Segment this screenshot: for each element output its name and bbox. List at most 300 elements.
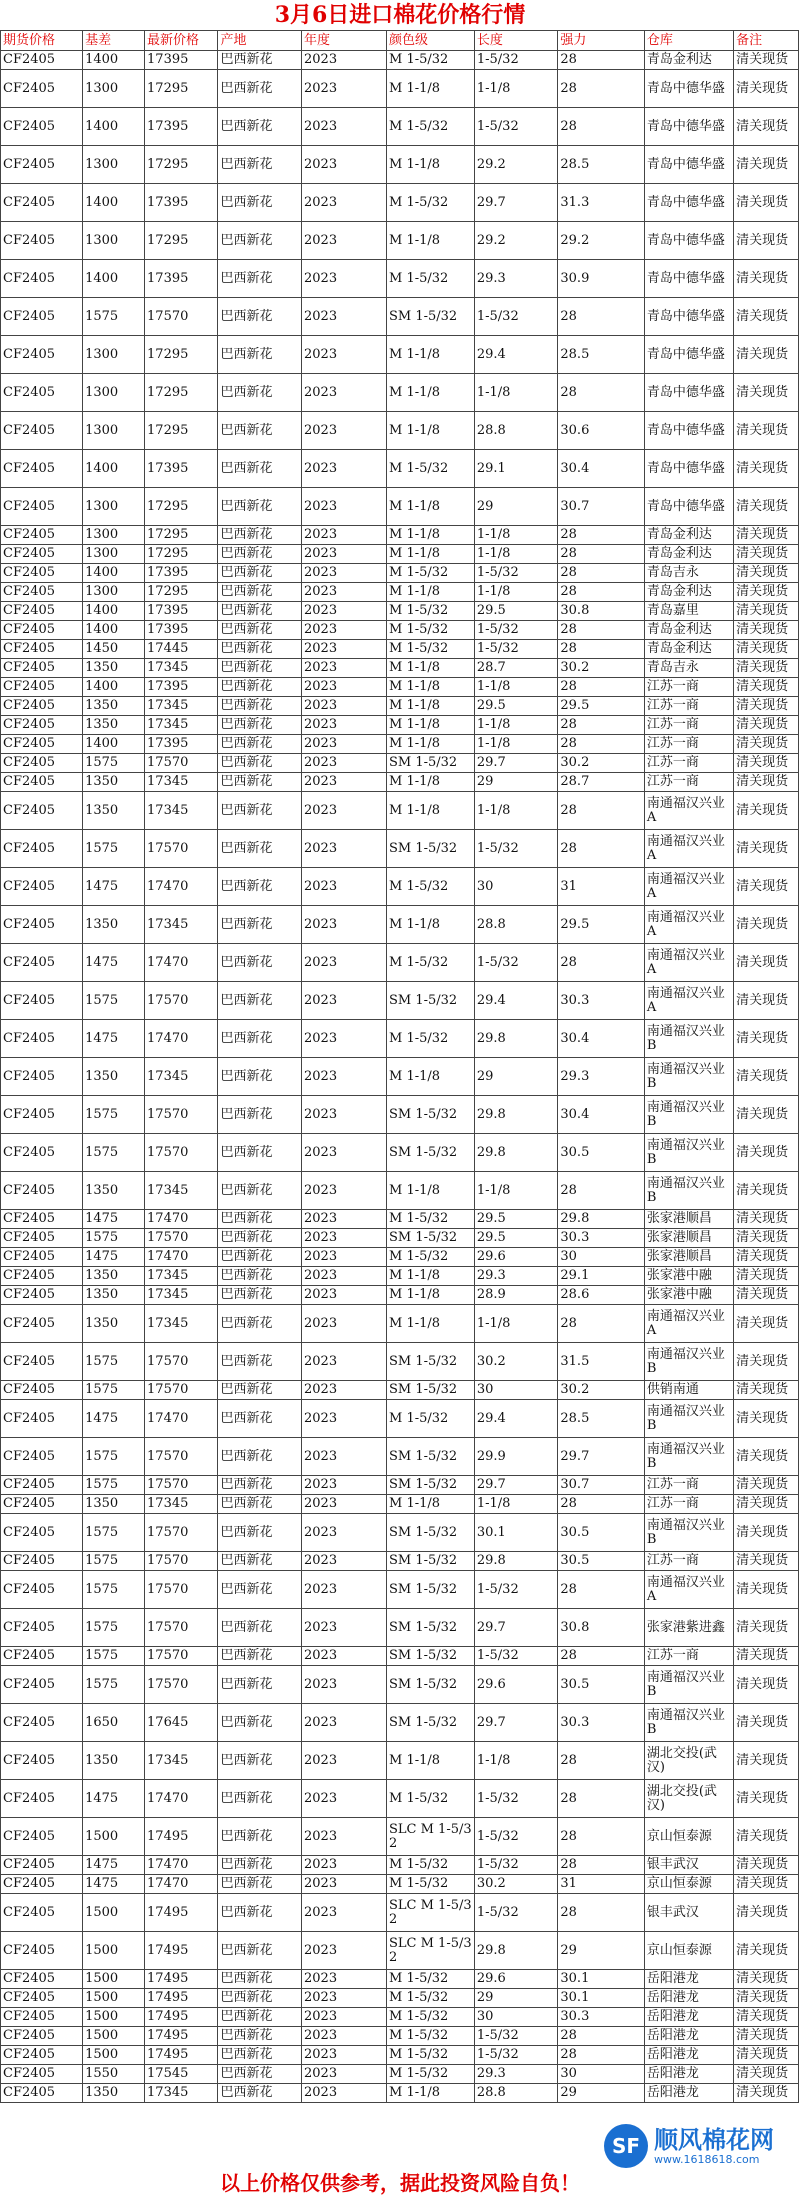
cell-basis: 1575 — [83, 1229, 145, 1248]
cell-origin: 巴西新花 — [218, 1020, 302, 1058]
cell-color-grade: M 1-1/8 — [387, 2084, 475, 2103]
cell-origin: 巴西新花 — [218, 1305, 302, 1343]
cell-color-grade: M 1-5/32 — [387, 1780, 475, 1818]
cell-basis: 1350 — [83, 1058, 145, 1096]
cell-year: 2023 — [302, 1020, 387, 1058]
cell-strength: 28 — [558, 944, 644, 982]
cell-length: 1-5/32 — [474, 640, 558, 659]
cell-warehouse: 青岛吉永 — [644, 659, 733, 678]
cell-futures: CF2405 — [1, 716, 83, 735]
cell-futures: CF2405 — [1, 1286, 83, 1305]
cell-length: 30 — [474, 2008, 558, 2027]
cell-origin: 巴西新花 — [218, 640, 302, 659]
cell-futures: CF2405 — [1, 1134, 83, 1172]
cell-color-grade: M 1-5/32 — [387, 108, 475, 146]
cell-warehouse: 岳阳港龙 — [644, 2065, 733, 2084]
cell-remark: 清关现货 — [734, 1495, 799, 1514]
cell-remark: 清关现货 — [734, 1381, 799, 1400]
cell-futures: CF2405 — [1, 1229, 83, 1248]
table-row — [1, 488, 799, 526]
cell-warehouse: 江苏一商 — [644, 1476, 733, 1495]
cell-color-grade: M 1-5/32 — [387, 621, 475, 640]
cell-latest-price: 17570 — [145, 1666, 218, 1704]
cell-year: 2023 — [302, 51, 387, 70]
cell-origin: 巴西新花 — [218, 222, 302, 260]
cell-origin: 巴西新花 — [218, 659, 302, 678]
cell-year: 2023 — [302, 1856, 387, 1875]
cell-futures: CF2405 — [1, 1932, 83, 1970]
cell-warehouse: 南通福汉兴业B — [644, 1514, 733, 1552]
cell-strength: 30.2 — [558, 659, 644, 678]
cell-color-grade: SM 1-5/32 — [387, 1229, 475, 1248]
cell-length: 29.4 — [474, 1400, 558, 1438]
cell-strength: 28 — [558, 621, 644, 640]
cell-origin: 巴西新花 — [218, 336, 302, 374]
cell-basis: 1575 — [83, 982, 145, 1020]
cell-origin: 巴西新花 — [218, 792, 302, 830]
cell-futures: CF2405 — [1, 1020, 83, 1058]
cell-color-grade: M 1-5/32 — [387, 2046, 475, 2065]
cell-latest-price: 17295 — [145, 336, 218, 374]
cell-basis: 1400 — [83, 51, 145, 70]
cell-remark: 清关现货 — [734, 1438, 799, 1476]
cell-origin: 巴西新花 — [218, 1096, 302, 1134]
cell-basis: 1475 — [83, 1875, 145, 1894]
cell-color-grade: M 1-1/8 — [387, 526, 475, 545]
cell-warehouse: 岳阳港龙 — [644, 2046, 733, 2065]
cell-futures: CF2405 — [1, 545, 83, 564]
cell-futures: CF2405 — [1, 374, 83, 412]
cell-length: 30 — [474, 868, 558, 906]
cell-strength: 28 — [558, 51, 644, 70]
cell-color-grade: M 1-5/32 — [387, 1210, 475, 1229]
cell-color-grade: M 1-1/8 — [387, 336, 475, 374]
cell-basis: 1300 — [83, 222, 145, 260]
cell-color-grade: M 1-5/32 — [387, 1970, 475, 1989]
cell-color-grade: M 1-1/8 — [387, 412, 475, 450]
cell-remark: 清关现货 — [734, 830, 799, 868]
cell-year: 2023 — [302, 2008, 387, 2027]
cell-year: 2023 — [302, 944, 387, 982]
table-row — [1, 1476, 799, 1495]
cell-futures: CF2405 — [1, 583, 83, 602]
cell-warehouse: 青岛中德华盛 — [644, 184, 733, 222]
cell-length: 29 — [474, 773, 558, 792]
cell-length: 1-5/32 — [474, 621, 558, 640]
cell-basis: 1350 — [83, 1305, 145, 1343]
cell-futures: CF2405 — [1, 260, 83, 298]
cell-remark: 清关现货 — [734, 792, 799, 830]
cell-futures: CF2405 — [1, 1647, 83, 1666]
table-row — [1, 1134, 799, 1172]
cell-length: 28.8 — [474, 412, 558, 450]
table-row — [1, 51, 799, 70]
cell-color-grade: M 1-5/32 — [387, 564, 475, 583]
cell-year: 2023 — [302, 564, 387, 583]
cell-strength: 30.5 — [558, 1514, 644, 1552]
cell-latest-price: 17570 — [145, 982, 218, 1020]
cell-latest-price: 17345 — [145, 2084, 218, 2103]
cell-futures: CF2405 — [1, 868, 83, 906]
cell-color-grade: M 1-1/8 — [387, 583, 475, 602]
cell-remark: 清关现货 — [734, 1989, 799, 2008]
cell-basis: 1575 — [83, 830, 145, 868]
cell-basis: 1500 — [83, 1970, 145, 1989]
cell-latest-price: 17295 — [145, 374, 218, 412]
cell-futures: CF2405 — [1, 1818, 83, 1856]
cell-futures: CF2405 — [1, 1267, 83, 1286]
column-header-color-grade: 颜色级 — [387, 31, 475, 51]
cell-origin: 巴西新花 — [218, 1647, 302, 1666]
cell-futures: CF2405 — [1, 1305, 83, 1343]
cell-origin: 巴西新花 — [218, 526, 302, 545]
table-row — [1, 1058, 799, 1096]
cell-origin: 巴西新花 — [218, 1438, 302, 1476]
cell-remark: 清关现货 — [734, 1305, 799, 1343]
cell-strength: 28 — [558, 564, 644, 583]
cell-basis: 1300 — [83, 412, 145, 450]
cell-color-grade: SM 1-5/32 — [387, 298, 475, 336]
table-row — [1, 1381, 799, 1400]
page-title: 3月6日进口棉花价格行情 — [274, 2, 526, 28]
cell-strength: 30.5 — [558, 1134, 644, 1172]
cell-latest-price: 17470 — [145, 1400, 218, 1438]
cell-futures: CF2405 — [1, 1248, 83, 1267]
cell-color-grade: M 1-1/8 — [387, 222, 475, 260]
cell-futures: CF2405 — [1, 1058, 83, 1096]
table-row — [1, 1875, 799, 1894]
cell-color-grade: M 1-5/32 — [387, 1875, 475, 1894]
table-row — [1, 1343, 799, 1381]
table-row — [1, 1020, 799, 1058]
cell-origin: 巴西新花 — [218, 564, 302, 583]
cell-latest-price: 17570 — [145, 1381, 218, 1400]
cell-remark: 清关现货 — [734, 184, 799, 222]
cell-basis: 1500 — [83, 1818, 145, 1856]
cell-latest-price: 17345 — [145, 1495, 218, 1514]
cell-warehouse: 南通福汉兴业A — [644, 906, 733, 944]
cell-strength: 31.3 — [558, 184, 644, 222]
cell-remark: 清关现货 — [734, 1856, 799, 1875]
cell-latest-price: 17345 — [145, 697, 218, 716]
table-row — [1, 545, 799, 564]
cell-latest-price: 17345 — [145, 773, 218, 792]
cell-latest-price: 17470 — [145, 1856, 218, 1875]
cell-origin: 巴西新花 — [218, 1476, 302, 1495]
cell-basis: 1350 — [83, 1172, 145, 1210]
cell-origin: 巴西新花 — [218, 146, 302, 184]
cell-basis: 1500 — [83, 1989, 145, 2008]
column-header-remark: 备注 — [734, 31, 799, 51]
cell-origin: 巴西新花 — [218, 1704, 302, 1742]
cell-basis: 1650 — [83, 1704, 145, 1742]
cell-basis: 1350 — [83, 659, 145, 678]
cell-warehouse: 岳阳港龙 — [644, 1989, 733, 2008]
cell-strength: 28.5 — [558, 1400, 644, 1438]
cell-basis: 1400 — [83, 735, 145, 754]
cell-color-grade: M 1-5/32 — [387, 1856, 475, 1875]
cell-year: 2023 — [302, 659, 387, 678]
table-row — [1, 678, 799, 697]
table-row — [1, 792, 799, 830]
cell-year: 2023 — [302, 1134, 387, 1172]
cell-length: 29.6 — [474, 1666, 558, 1704]
cell-latest-price: 17495 — [145, 1970, 218, 1989]
cell-strength: 30.5 — [558, 1552, 644, 1571]
cell-warehouse: 青岛中德华盛 — [644, 374, 733, 412]
cell-latest-price: 17495 — [145, 2008, 218, 2027]
cell-warehouse: 南通福汉兴业B — [644, 1134, 733, 1172]
cell-warehouse: 南通福汉兴业A — [644, 868, 733, 906]
cell-latest-price: 17295 — [145, 488, 218, 526]
cell-latest-price: 17395 — [145, 450, 218, 488]
cell-warehouse: 供销南通 — [644, 1381, 733, 1400]
cell-remark: 清关现货 — [734, 2065, 799, 2084]
cell-basis: 1350 — [83, 716, 145, 735]
cell-warehouse: 青岛金利达 — [644, 526, 733, 545]
cell-length: 28.9 — [474, 1286, 558, 1305]
cell-remark: 清关现货 — [734, 1552, 799, 1571]
cell-length: 1-1/8 — [474, 374, 558, 412]
cell-origin: 巴西新花 — [218, 697, 302, 716]
cell-futures: CF2405 — [1, 1343, 83, 1381]
cell-futures: CF2405 — [1, 2008, 83, 2027]
cell-color-grade: M 1-1/8 — [387, 735, 475, 754]
cell-remark: 清关现货 — [734, 260, 799, 298]
cell-latest-price: 17570 — [145, 1552, 218, 1571]
cell-warehouse: 南通福汉兴业B — [644, 1343, 733, 1381]
cell-remark: 清关现货 — [734, 222, 799, 260]
cell-basis: 1475 — [83, 1780, 145, 1818]
cell-length: 1-1/8 — [474, 1172, 558, 1210]
cell-origin: 巴西新花 — [218, 1609, 302, 1647]
cell-strength: 29.1 — [558, 1267, 644, 1286]
table-row — [1, 716, 799, 735]
cell-warehouse: 南通福汉兴业B — [644, 1666, 733, 1704]
cell-latest-price: 17345 — [145, 1267, 218, 1286]
cell-year: 2023 — [302, 640, 387, 659]
cell-futures: CF2405 — [1, 1894, 83, 1932]
table-body — [1, 51, 799, 2103]
cell-basis: 1475 — [83, 1248, 145, 1267]
cell-remark: 清关现货 — [734, 678, 799, 697]
cell-color-grade: SM 1-5/32 — [387, 830, 475, 868]
cell-origin: 巴西新花 — [218, 1856, 302, 1875]
cell-latest-price: 17345 — [145, 906, 218, 944]
cell-basis: 1350 — [83, 906, 145, 944]
cell-basis: 1400 — [83, 108, 145, 146]
cell-remark: 清关现货 — [734, 1248, 799, 1267]
cell-futures: CF2405 — [1, 2065, 83, 2084]
cell-strength: 29.7 — [558, 1438, 644, 1476]
cell-basis: 1500 — [83, 2046, 145, 2065]
cell-length: 1-1/8 — [474, 1742, 558, 1780]
cell-year: 2023 — [302, 716, 387, 735]
cell-strength: 28 — [558, 374, 644, 412]
cell-latest-price: 17395 — [145, 602, 218, 621]
column-header-origin: 产地 — [218, 31, 302, 51]
column-header-latest-price: 最新价格 — [145, 31, 218, 51]
cell-strength: 28 — [558, 1305, 644, 1343]
cell-year: 2023 — [302, 1932, 387, 1970]
cell-warehouse: 银丰武汉 — [644, 1856, 733, 1875]
cell-warehouse: 青岛金利达 — [644, 583, 733, 602]
cell-color-grade: SM 1-5/32 — [387, 1438, 475, 1476]
cell-length: 29 — [474, 488, 558, 526]
cell-strength: 28 — [558, 1647, 644, 1666]
cell-length: 29.7 — [474, 1476, 558, 1495]
cell-length: 1-1/8 — [474, 583, 558, 602]
cell-strength: 29.8 — [558, 1210, 644, 1229]
cell-origin: 巴西新花 — [218, 70, 302, 108]
cell-basis: 1575 — [83, 1647, 145, 1666]
cell-futures: CF2405 — [1, 488, 83, 526]
cell-length: 29.4 — [474, 336, 558, 374]
cell-warehouse: 张家港顺昌 — [644, 1210, 733, 1229]
cell-warehouse: 张家港中融 — [644, 1267, 733, 1286]
cell-futures: CF2405 — [1, 450, 83, 488]
cell-basis: 1450 — [83, 640, 145, 659]
cell-basis: 1575 — [83, 1476, 145, 1495]
cell-strength: 28 — [558, 1856, 644, 1875]
cell-length: 28.8 — [474, 2084, 558, 2103]
table-row — [1, 2027, 799, 2046]
cell-strength: 31.5 — [558, 1343, 644, 1381]
cell-latest-price: 17495 — [145, 1989, 218, 2008]
cell-year: 2023 — [302, 108, 387, 146]
column-header-basis: 基差 — [83, 31, 145, 51]
cell-latest-price: 17470 — [145, 1210, 218, 1229]
cell-remark: 清关现货 — [734, 70, 799, 108]
cell-warehouse: 南通福汉兴业A — [644, 792, 733, 830]
table-row — [1, 1742, 799, 1780]
cell-latest-price: 17570 — [145, 1096, 218, 1134]
table-row — [1, 640, 799, 659]
cell-strength: 28 — [558, 1894, 644, 1932]
cell-length: 29.8 — [474, 1932, 558, 1970]
cell-latest-price: 17295 — [145, 545, 218, 564]
cell-remark: 清关现货 — [734, 621, 799, 640]
cell-year: 2023 — [302, 1609, 387, 1647]
cell-color-grade: M 1-1/8 — [387, 1058, 475, 1096]
cell-basis: 1350 — [83, 697, 145, 716]
table-row — [1, 1172, 799, 1210]
cell-year: 2023 — [302, 1400, 387, 1438]
cell-remark: 清关现货 — [734, 1514, 799, 1552]
cell-origin: 巴西新花 — [218, 1552, 302, 1571]
cell-length: 29.5 — [474, 697, 558, 716]
cell-warehouse: 南通福汉兴业A — [644, 1305, 733, 1343]
cell-length: 1-5/32 — [474, 1571, 558, 1609]
table-row — [1, 1096, 799, 1134]
cell-latest-price: 17570 — [145, 1647, 218, 1666]
cell-strength: 28 — [558, 526, 644, 545]
cell-length: 30.2 — [474, 1875, 558, 1894]
cell-year: 2023 — [302, 336, 387, 374]
cell-basis: 1350 — [83, 1286, 145, 1305]
cell-year: 2023 — [302, 1704, 387, 1742]
table-row — [1, 1305, 799, 1343]
cell-year: 2023 — [302, 1381, 387, 1400]
cell-futures: CF2405 — [1, 1172, 83, 1210]
cell-length: 29.3 — [474, 1267, 558, 1286]
cell-length: 30 — [474, 1381, 558, 1400]
cell-remark: 清关现货 — [734, 545, 799, 564]
cell-length: 29.7 — [474, 754, 558, 773]
cell-year: 2023 — [302, 1096, 387, 1134]
cell-basis: 1300 — [83, 146, 145, 184]
column-header-year: 年度 — [302, 31, 387, 51]
cell-color-grade: SM 1-5/32 — [387, 1476, 475, 1495]
cell-origin: 巴西新花 — [218, 51, 302, 70]
cell-basis: 1350 — [83, 773, 145, 792]
cell-remark: 清关现货 — [734, 1704, 799, 1742]
cell-latest-price: 17395 — [145, 184, 218, 222]
cell-latest-price: 17470 — [145, 944, 218, 982]
cell-origin: 巴西新花 — [218, 906, 302, 944]
cell-latest-price: 17295 — [145, 583, 218, 602]
cell-strength: 30.4 — [558, 1020, 644, 1058]
cell-length: 29.9 — [474, 1438, 558, 1476]
table-row — [1, 583, 799, 602]
cell-color-grade: M 1-1/8 — [387, 716, 475, 735]
cell-warehouse: 南通福汉兴业B — [644, 1704, 733, 1742]
cell-futures: CF2405 — [1, 70, 83, 108]
cell-color-grade: M 1-1/8 — [387, 374, 475, 412]
cell-length: 1-5/32 — [474, 1894, 558, 1932]
table-row — [1, 1666, 799, 1704]
cell-strength: 30.6 — [558, 412, 644, 450]
cell-year: 2023 — [302, 1305, 387, 1343]
cell-color-grade: M 1-5/32 — [387, 1989, 475, 2008]
cell-latest-price: 17470 — [145, 1875, 218, 1894]
site-logo — [604, 2122, 794, 2170]
cell-color-grade: SM 1-5/32 — [387, 1552, 475, 1571]
cell-warehouse: 青岛中德华盛 — [644, 222, 733, 260]
cell-year: 2023 — [302, 526, 387, 545]
cell-color-grade: M 1-1/8 — [387, 545, 475, 564]
cell-futures: CF2405 — [1, 1096, 83, 1134]
cell-color-grade: M 1-5/32 — [387, 1020, 475, 1058]
cell-color-grade: M 1-5/32 — [387, 450, 475, 488]
cell-strength: 30.1 — [558, 1989, 644, 2008]
cell-origin: 巴西新花 — [218, 450, 302, 488]
cell-color-grade: SM 1-5/32 — [387, 1609, 475, 1647]
cell-futures: CF2405 — [1, 1381, 83, 1400]
column-header-strength: 强力 — [558, 31, 644, 51]
cell-year: 2023 — [302, 1894, 387, 1932]
cell-remark: 清关现货 — [734, 1286, 799, 1305]
cell-futures: CF2405 — [1, 108, 83, 146]
cell-latest-price: 17470 — [145, 1780, 218, 1818]
cell-latest-price: 17495 — [145, 2027, 218, 2046]
cell-year: 2023 — [302, 1647, 387, 1666]
cell-futures: CF2405 — [1, 735, 83, 754]
cell-remark: 清关现货 — [734, 1476, 799, 1495]
cell-basis: 1575 — [83, 1552, 145, 1571]
cell-remark: 清关现货 — [734, 2084, 799, 2103]
cell-origin: 巴西新花 — [218, 1343, 302, 1381]
cell-color-grade: M 1-1/8 — [387, 906, 475, 944]
cell-latest-price: 17570 — [145, 754, 218, 773]
cell-origin: 巴西新花 — [218, 1514, 302, 1552]
cell-remark: 清关现货 — [734, 1970, 799, 1989]
cell-length: 1-5/32 — [474, 1856, 558, 1875]
cell-warehouse: 南通福汉兴业A — [644, 944, 733, 982]
cell-length: 1-5/32 — [474, 944, 558, 982]
cell-latest-price: 17295 — [145, 412, 218, 450]
cell-remark: 清关现货 — [734, 583, 799, 602]
